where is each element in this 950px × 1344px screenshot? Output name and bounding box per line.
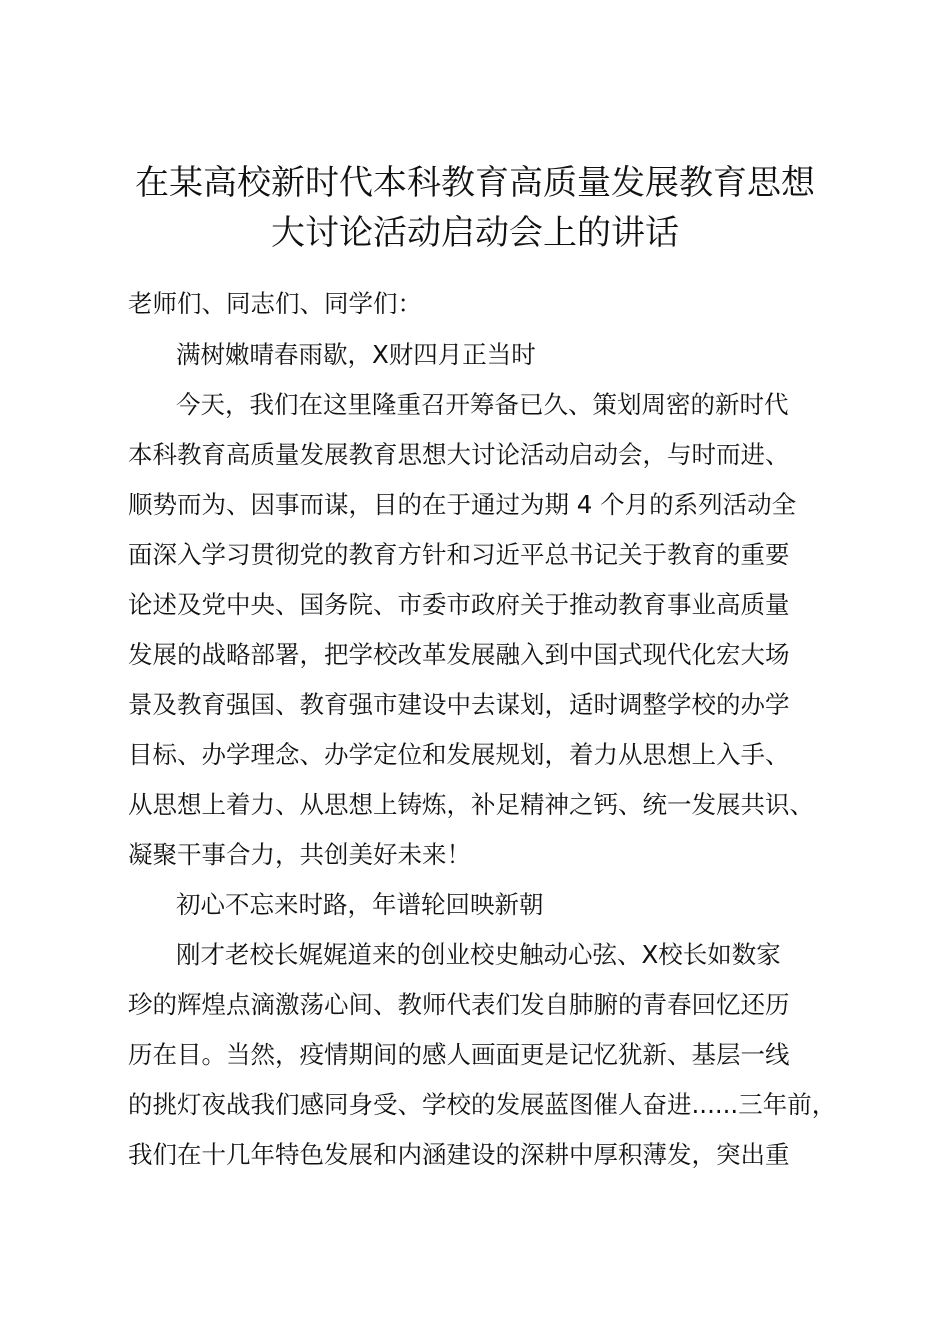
paragraph-line: 我们在十几年特色发展和内涵建设的深耕中厚积薄发，突出重 — [128, 1140, 790, 1169]
paragraph-line: 景及教育强国、教育强市建设中去谋划，适时调整学校的办学 — [128, 690, 790, 719]
salutation: 老师们、同志们、同学们： — [128, 289, 422, 318]
paragraph-line: 的挑灯夜战我们感同身受、学校的发展蓝图催人奋进......三年前， — [128, 1090, 837, 1119]
paragraph-line: 历在目。当然，疫情期间的感人画面更是记忆犹新、基层一线 — [128, 1040, 790, 1069]
paragraph-line: 论述及党中央、国务院、市委市政府关于推动教育事业高质量 — [128, 590, 790, 619]
paragraph-line: 顺势而为、因事而谋，目的在于通过为期 4 个月的系列活动全 — [128, 490, 797, 519]
paragraph-line: 刚才老校长娓娓道来的创业校史触动心弦、X校长如数家 — [176, 940, 781, 969]
paragraph-line: 从思想上着力、从思想上铸炼，补足精神之钙、统一发展共识、 — [128, 790, 814, 819]
section-heading: 满树嫩晴春雨歇，X财四月正当时 — [176, 340, 536, 369]
paragraph-line: 面深入学习贯彻党的教育方针和习近平总书记关于教育的重要 — [128, 540, 790, 569]
document-title-line-1: 在某高校新时代本科教育高质量发展教育思想 — [135, 163, 815, 203]
paragraph-line: 发展的战略部署，把学校改革发展融入到中国式现代化宏大场 — [128, 640, 790, 669]
paragraph-line: 珍的辉煌点滴激荡心间、教师代表们发自肺腑的青春回忆还历 — [128, 990, 790, 1019]
document-title-line-2: 大讨论活动启动会上的讲话 — [271, 213, 679, 253]
paragraph-line: 目标、办学理念、办学定位和发展规划，着力从思想上入手、 — [128, 740, 790, 769]
paragraph-line: 今天，我们在这里隆重召开筹备已久、策划周密的新时代 — [176, 390, 789, 419]
paragraph-line: 凝聚干事合力，共创美好未来！ — [128, 840, 471, 869]
paragraph-line: 本科教育高质量发展教育思想大讨论活动启动会，与时而进、 — [128, 440, 790, 469]
section-heading: 初心不忘来时路，年谱轮回映新朝 — [176, 890, 544, 919]
